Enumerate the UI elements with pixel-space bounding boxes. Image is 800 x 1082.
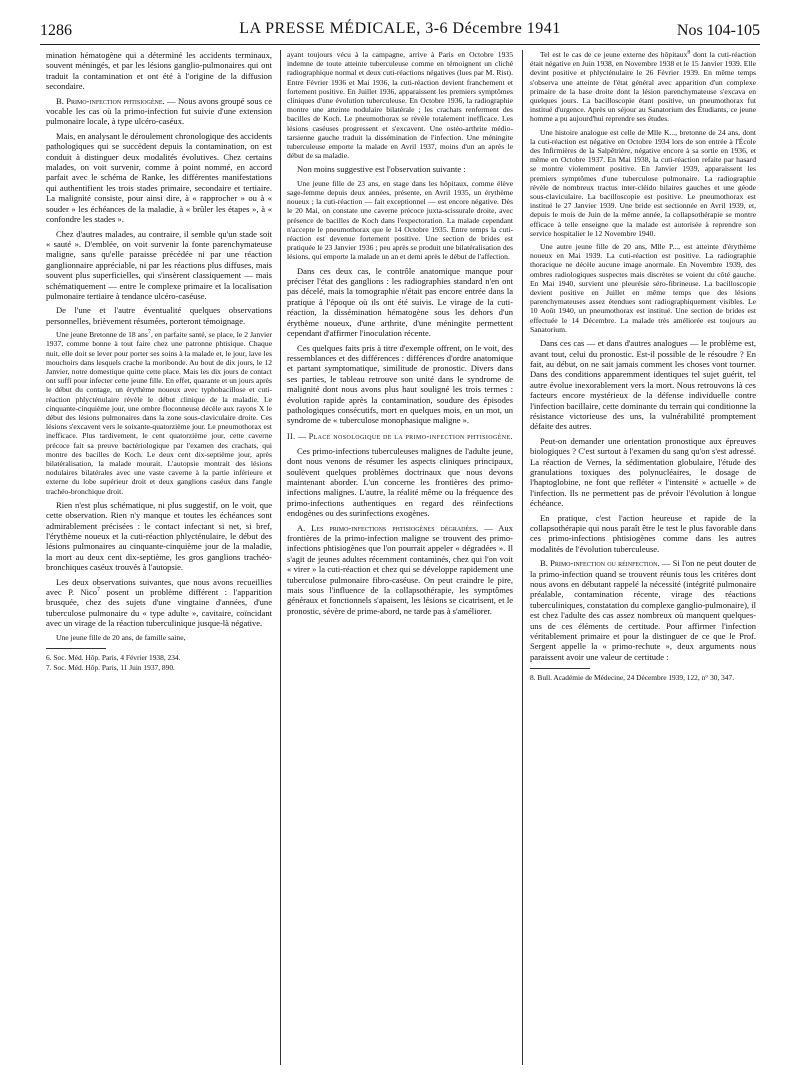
paragraph: Ces quelques faits pris à titre d'exemple offrent, on le voit, des ressemblances et des différences : différences d'ordre anatomique et partant symptomatique, similitude de pronostic. Divers dans ses parties, le tableau retrouve son unité dans le syndrome de malignité dont nous avons plus haut souligné les trois termes : évolution rapide après la contamination, soudure des épisodes pathologiques consécutifs, mort en quelques mois, en un mot, un syndrome de « tuberculose monophasique maligne ». — [287, 342, 513, 426]
paragraph-text: posent un problème différent : l'apparition brusquée, chez des sujets d'une vingtaine d'années, d'une tuberculose pulmonaire du « type adulte », cavitaire, coïncidant avec un virage de la réaction tuberculinique jusque-là négative. — [46, 587, 272, 629]
paragraph-text: — Aux frontières de la primo-infection maligne se trouvent des primo-infections phtisiogènes que l'on pourrait appeler « dégradées ». Il s'agit de jeunes adultes récemment contaminés, chez qui l'on voit « virer » la cuti-réaction et chez qui se développe rapidement une tuberculose pulmonaire fibro-caséuse. On peut craindre le pire, mais sous l'influence de la collapsothérapie, les symptômes généraux et fonctionnels s'apaisent, les lésions se cicatrisent, et le pronostic, sévère de prime-abord, ne tarde pas à s'améliorer. — [287, 522, 513, 616]
page-header — [40, 20, 760, 42]
paragraph — [287, 523, 513, 617]
paragraph-text: Les deux observations suivantes, que nous avons recueillies avec P. Nico — [46, 576, 272, 598]
case-text: Tel est le cas de ce jeune externe des hôpitaux — [540, 50, 688, 59]
paragraph: En pratique, c'est l'action heureuse et rapide de la collapsothérapie qui nous paraît être le test le plus favorable dans ces primo-infections phtisiogènes comme dans les autres modalités de l'évolution tuberculeuse. — [530, 512, 756, 554]
paragraph: Dans ces deux cas, le contrôle anatomique manque pour préciser l'état des ganglions : les radiographies standard n'en ont pas décelé, mais la tomographie n'était pas encore entrée dans la pratique à l'époque où ils ont été suivis. Le virage de la cuti-réaction, la dissémination hématogène sous les dehors d'un érythème noueux, d'une arthrite, d'une méningite permettent cependant d'affirmer l'inoculation récente. — [287, 265, 513, 339]
paragraph: Peut-on demander une orientation pronostique aux épreuves biologiques ? C'est surtout à l'examen du sang qu'on s'est adressé. La réaction de Vernes, la sédimentation globulaire, l'étude des granulations toxiques des polynucléaires, le dosage de l'haptoglobine, ne font que refléter « l'intensité » actuelle » de l'infection. Ils ne permettent pas de prévoir l'évolution à longue échéance. — [530, 435, 756, 509]
paragraph — [530, 558, 756, 662]
footnote-separator — [46, 648, 106, 649]
case-report: Une histoire analogue est celle de Mlle K..., bretonne de 24 ans, dont la cuti-réaction est négative en Octobre 1934 lors de son entrée à l'École des Infirmières de la Salpêtrière, négative encore à sa sortie en 1936, et même en Octobre 1937. En Mai 1938, la cuti-réaction refaite par hasard se montre violemment positive. En Janvier 1939, apparaissent les premiers symptômes d'une tuberculose pulmonaire. La radiographie révèle de nombreux tractus inter-cléido hilaires gauches et une géode sous-claviculaire. La bacilloscopie est positive. Le pneumothorax est institué le 27 Janvier 1939. Une bride est sectionnée en Avril 1939, et, depuis le mois de Juin de la même année, la collapsothérapie se montre efficace à telle enseigne que la malade est autorisée à reprendre son service hospitalier le 12 Novembre 1940. — [530, 127, 756, 238]
paragraph: Ces primo-infections tuberculeuses malignes de l'adulte jeune, dont nous venons de résumer les aspects cliniques principaux, soulèvent quelques problèmes doctrinaux que nous devons maintenant aborder. L'un concerne les frontières des primo-infections malignes. L'autre, la réalité même ou la fréquence des primo-infections authentiques en regard des réinfections endogènes ou des surinfections exogènes. — [287, 445, 513, 519]
paragraph-text: — Nous avons groupé sous ce vocable les cas où la primo-infection fut suivie d'une extension pulmonaire locale, à type ulcéro-caséux. — [46, 95, 272, 127]
case-text: Une jeune Bretonne de 18 ans — [56, 330, 148, 340]
case-report: ayant toujours vécu à la campagne, arrive à Paris en Octobre 1935 indemne de toute atteinte tuberculeuse comme en témoignent un cliché radiographique normal et deux cuti-réactions négatives (lues par M. Rist). Entre Février 1936 et Mai 1936, la cuti-réaction devient franchement et fortement positive. En Juillet 1936, apparaissent les premiers symptômes cliniques d'une évolution tuberculeuse. En Octobre 1936, la radiographie montre une atteinte nodulaire bilatérale ; les crachats renferment des bacilles de Koch. Le pneumothorax se révèle totalement inefficace. Les lésions caséuses progressent et s'excavent. Une ostéo-arthrite médio-tarsienne gauche traduit la dissémination de l'infection. Une méningite tuberculeuse emporte la malade en Avril 1937, moins d'un an après le début de sa maladie. — [287, 50, 513, 161]
issue-number: Nos 104-105 — [676, 22, 760, 39]
page-number: 1286 — [40, 22, 72, 39]
case-report: Une jeune fille de 23 ans, en stage dans les hôpitaux, comme élève sage-femme depuis deux années, présente, en Avril 1935, un érythème noueux ; la cuti-réaction — fait exceptionnel — est encore négative. Dès le 20 Mai, on constate une caverne précoce juxta-scissurale droite, avec présence de bacilles de Koch dans l'expectoration. La malade cependant n'accepte le pneumothorax que le 14 Octobre 1935. Entre temps la cuti-réaction est devenue fortement positive. Une section de brides est pratiquée le 23 Janvier 1936 ; peu après se produit une bilatéralisation des lésions, qui emporte la malade un an et demi après le début de l'affection. — [287, 178, 513, 262]
column-2 — [287, 50, 513, 1070]
footnote: 8. Bull. Académie de Médecine, 24 Décembre 1939, 122, n° 30, 347. — [530, 673, 735, 683]
section-heading: B. Primo-infection phtisiogène. — [56, 95, 165, 106]
paragraph: Dans ces cas — et dans d'autres analogues — le problème est, avant tout, celui du pronostic. Est-il possible de le résoudre ? En fait, au début, on ne sait jamais comment les choses vont tourner. Dans des conditions apparemment identiques tel sujet guérit, tel autre évolue inexorablement vers la mort. Nous retrouvons là ces facteurs encore mystérieux de la défense individuelle contre l'infection bacillaire, cette dominante du terrain qui conditionne la résistance victorieuse des uns, la vulnérabilité promptement défaite des autres. — [530, 338, 756, 432]
column-1 — [46, 50, 272, 1070]
case-text: , en parfaite santé, se place, le 2 Janvier 1937, comme bonne à tout faire chez une patronne phtisique. Chaque nuit, elle doit se lever pour porter ses soins à la malade et, le jour, lave les mouchoirs dans lesquels crache la moribonde. Au bout de dix jours, le 12 Janvier, notre domestique quitte cette place. Mais les dix jours de contact ont suffi pour infecter cette jeune fille. En effet, quarante et un jours après le début du contage, un érythème noueux avec typhobacillose et cuti-réaction phlycténulaire révèle le début clinique de la maladie. Le cinquante-cinquième jour, une ombre floconneuse décèle aux rayons X le début des lésions pulmonaires dans la zone sous-claviculaire droite. Ces lésions s'excavent vers le soixante-quatorzième jour. Le pneumothorax est inefficace. Plus tardivement, le cent quatorzième jour, cette caverne précoce fait sa preuve bactériologique par l'examen des crachats, qui montre des bacilles de Koch. Le deux cent dix-septième jour, après bilatéralisation, la malade mourait. L'autopsie montrait des lésions nodulaires bilatérales avec une vaste caverne à la partie inférieure et externe du lobe supérieur droit et deux ganglions caséux dans l'angle trachéo-bronchique droit. — [46, 330, 272, 496]
footnote-ref: 8 — [687, 50, 691, 56]
paragraph — [46, 96, 272, 127]
paragraph — [46, 577, 272, 629]
paragraph: Chez d'autres malades, au contraire, il semble qu'un stade soit « sauté ». D'emblée, on voit survenir la fonte parenchymateuse maligne, sans qu'elle paraisse précédée ni par une réaction ganglionnaire appréciable, ni par les réactions plus diffuses, mais souvent plus superficielles, qui s'insèrent classiquement — mais schématiquement — entre le complexe primaire et la localisation pulmonaire tertiaire à tendance ulcéro-caséuse. — [46, 228, 272, 301]
case-text: dont la cuti-réaction était négative en Juin 1938, en Novembre 1938 et le 15 Janvier 1939. Elle devint positive et phlycténulaire le 26 Février 1939. En même temps s'observa une atteinte de l'état général avec apparition d'un complexe primaire de la base droite dont la lésion parenchymateuse s'excava en quelques jours. La bacilloscopie étant positive, un pneumothorax fut institué d'urgence. Après un séjour au Sanatorium des Étudiants, ce jeune homme a pu aujourd'hui reprendre ses études. — [530, 50, 756, 124]
footnote-ref: 7 — [147, 329, 151, 336]
footnote: 6. Soc. Méd. Hôp. Paris, 4 Février 1938, 234. — [46, 652, 181, 662]
footnote-separator — [530, 668, 590, 669]
paragraph: Rien n'est plus schématique, ni plus suggestif, on le voit, que cette observation. Rien n'y manque et toutes les échéances sont admirablement précisées : le contact infectant si net, si bref, l'érythème noueux et la cuti-réaction phlycténulaire, le début des lésions pulmonaires au cinquante-cinquième jour de la maladie, la mort au deux cent dix-septième, les gros ganglions trachéo-bronchiques caséux trouvés à l'autopsie. — [46, 499, 272, 573]
section-heading: II. — Place nosologique de la primo-infection phtisiogène. — [287, 431, 513, 441]
header-rule — [40, 44, 760, 45]
paragraph: Mais, en analysant le déroulement chronologique des accidents pathologiques qui se succèdent depuis la contamination, on est conduit à distinguer deux modalités évolutives. Chez certains malades, on voit survenir, comme à point nommé, en accord parfait avec le schéma de Ranke, les différentes manifestations qui authentifient les trois stades primaire, secondaire et tertiaire. La malignité consiste, pour ainsi dire, à « rapprocher » ou à « souder » les échéances de la maladie, à « brûler les étapes », à « confondre les stades ». — [46, 130, 272, 225]
column-divider — [280, 50, 281, 1065]
paragraph: De l'une et l'autre éventualité quelques observations personnelles, brièvement résumées, porteront témoignage. — [46, 305, 272, 326]
case-report — [530, 50, 756, 124]
subsection-heading: B. Primo-infection ou réinfection. — [540, 558, 660, 569]
column-divider — [522, 50, 523, 1065]
paragraph: Non moins suggestive est l'observation suivante : — [297, 164, 466, 175]
paragraph: mination hématogène qui a déterminé les accidents terminaux, souvent méningés, et par les lésions ganglio-pulmonaires qui ont traduit la contamination et ont été à l'origine de la diffusion secondaire. — [46, 50, 272, 92]
subsection-heading: A. Les primo-infections phtisiogènes dégradées. — [297, 522, 479, 533]
case-report: Une autre jeune fille de 20 ans, Mlle P..., est atteinte d'érythème noueux en Mai 1939. La cuti-réaction est positive. La radiographie thoracique ne décèle aucune image anormale. En Novembre 1939, des ombres radiologiques suspectes mais discrètes se voient du côté gauche. En Mai 1940, survient une pleurésie séro-fibrineuse. La bacilloscopie devient positive en Juillet en même temps que des lésions parenchymateuses assez étendues sont radiographiquement visibles. Le 10 Août 1940, un pneumothorax est institué. Une section de brides est effectuée le 14 Décembre. La malade très améliorée est toujours au Sanatorium. — [530, 242, 756, 334]
paragraph-text: — Si l'on ne peut douter de la primo-infection quand se trouvent réunis tous les critères dont nous avons en débutant rappelé la nécessité (intégrité pulmonaire préalable, contamination récente, virage des réactions tuberculiniques, constatation du complexe ganglio-pulmonaire), il est chez l'adulte des cas assez nombreux où manquent quelques-uns de ces éléments de certitude. Pour affirmer l'infection véritablement primaire et pour la distinguer de ce que le Prof. Sergent appelle la « primo-rechute », deux arguments nous paraissent avoir une valeur de certitude : — [530, 558, 756, 662]
case-report — [46, 330, 272, 496]
journal-title: LA PRESSE MÉDICALE, 3-6 Décembre 1941 — [239, 20, 561, 37]
footnote-ref: 7 — [97, 587, 101, 594]
footnote: 7. Soc. Méd. Hôp. Paris, 11 Juin 1937, 890. — [46, 662, 175, 672]
case-report: Une jeune fille de 20 ans, de famille saine, — [56, 632, 186, 642]
column-3 — [530, 50, 756, 1070]
